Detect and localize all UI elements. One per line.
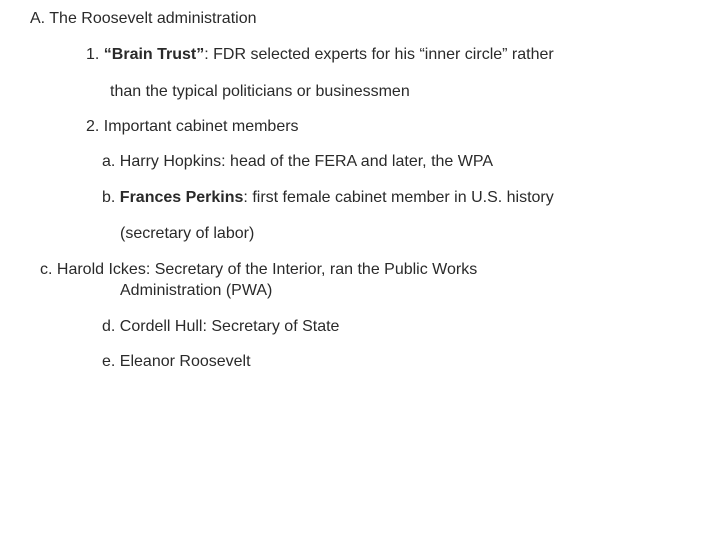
outline-item-1	[86, 45, 554, 65]
outline-subitem-b-continuation: (secretary of labor)	[120, 225, 255, 242]
outline-item-1-term: “Brain Trust”	[103, 46, 205, 63]
outline-subitem-b-text: : first female cabinet member in U.S. history	[243, 189, 554, 206]
outline-heading-a: A. The Roosevelt administration	[30, 10, 257, 27]
outline-subitem-a: a. Harry Hopkins: head of the FERA and later, the WPA	[102, 153, 494, 170]
outline-subitem-b	[102, 188, 554, 208]
outline-subitem-b-term: Frances Perkins	[119, 189, 244, 206]
outline-subitem-b-letter: b.	[102, 189, 120, 206]
outline-subitem-c: c. Harold Ickes: Secretary of the Interior, ran the Public Works	[40, 261, 478, 278]
outline-item-1-number: 1.	[86, 46, 104, 63]
outline-subitem-d: d. Cordell Hull: Secretary of State	[102, 318, 340, 335]
outline-subitem-e: e. Eleanor Roosevelt	[102, 353, 251, 370]
outline-subitem-c-continuation: Administration (PWA)	[120, 282, 273, 299]
outline-item-2: 2. Important cabinet members	[86, 118, 299, 135]
outline-item-1-text: : FDR selected experts for his “inner circle” rather	[204, 46, 554, 63]
outline-item-1-continuation: than the typical politicians or businessmen	[110, 83, 410, 100]
